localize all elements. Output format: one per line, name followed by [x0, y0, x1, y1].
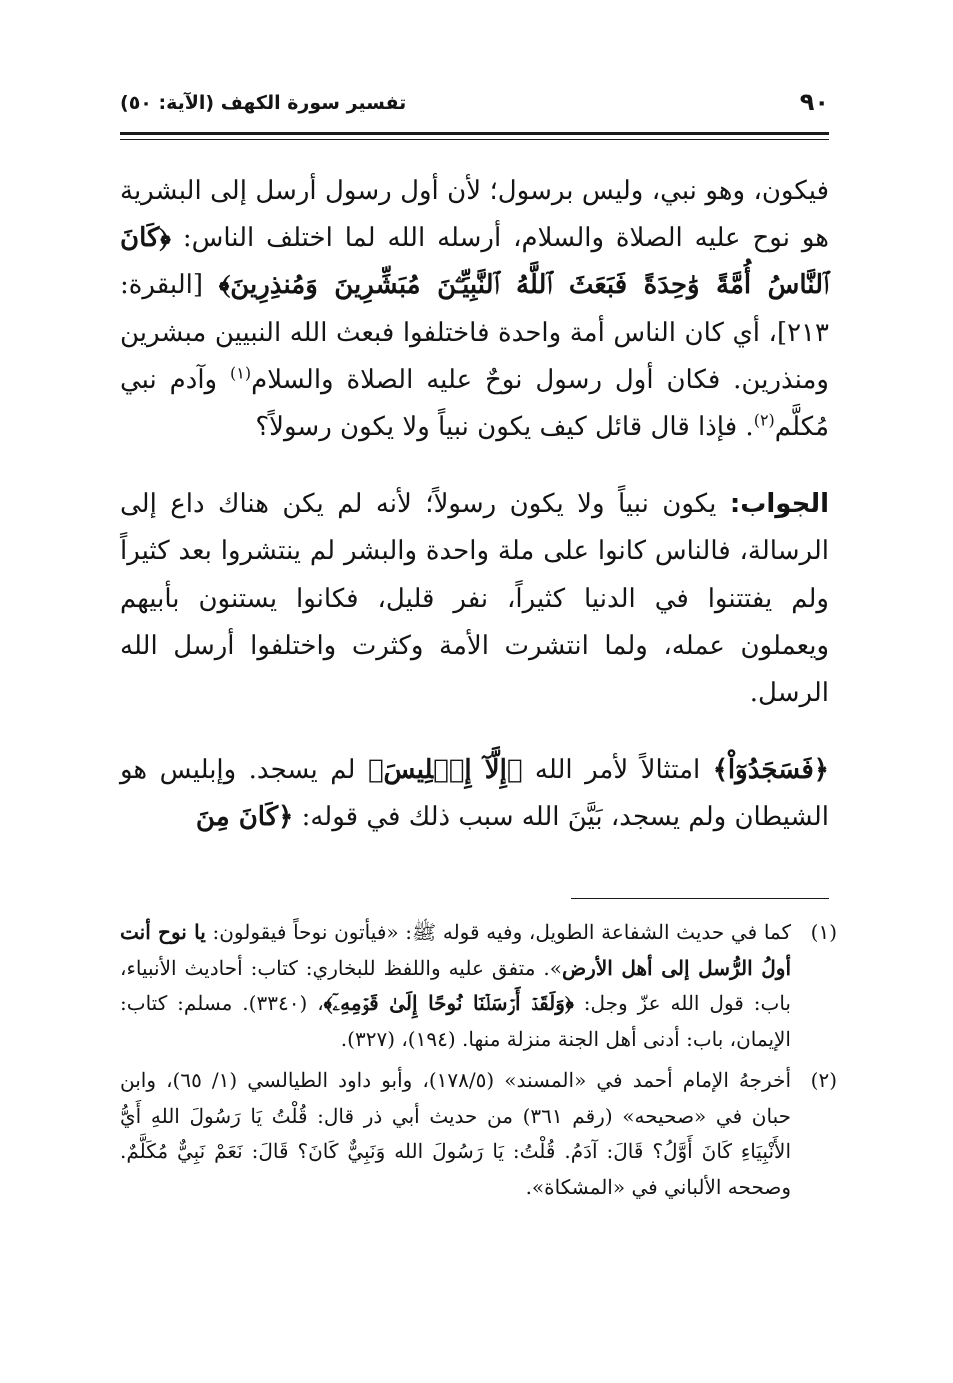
p3-text-2: لم يسجد. وإبليس هو الشيطان ولم يسجد، بَيَّنَ الله سبب ذلك في قوله: — [120, 755, 829, 833]
p1-text-2: [البقرة: ٢١٣]، أي كان الناس أمة واحدة فاختلفوا فبعث الله النبيين مبشرين ومنذرين. فكان أول رسول نوحٌ عليه الصلاة والسلام — [120, 270, 829, 395]
paragraph-1 — [120, 168, 829, 451]
p1-text-4: . فإذا قال قائل كيف يكون نبياً ولا يكون رسولاً؟ — [255, 412, 754, 443]
footnote-ref-1[interactable]: (١) — [230, 363, 252, 383]
footnotes — [120, 915, 837, 1205]
footnote-ref-2[interactable]: (٢) — [753, 410, 775, 430]
quran-kana-mina: ﴿كَانَ مِنَ — [195, 802, 294, 833]
page-number: ٩٠ — [799, 88, 829, 116]
footnote-1-text-3: ، (٣٣٤٠). مسلم: كتاب: الإيمان، باب: أدنى أهل الجنة منزلة منها. (١٩٤)، (٣٢٧). — [120, 991, 791, 1051]
header-rule-thick — [120, 132, 829, 135]
quran-fasajadu: ﴿فَسَجَدُوٓاْ﴾ — [712, 755, 829, 786]
paragraph-2 — [120, 481, 829, 717]
quran-verse-baqarah: ﴿كَانَ ٱلنَّاسُ أُمَّةً وَٰحِدَةً فَبَعَثَ ٱللَّهُ ٱلنَّبِيِّـۧنَ مُبَشِّرِينَ وَمُنذِرِينَ﴾ — [120, 223, 829, 301]
quran-illa-iblis: ﴿إِلَّآ إِبۡلِيسَ﴾ — [367, 755, 523, 786]
footnote-1-text-1: كما في حديث الشفاعة الطويل، وفيه قوله ﷺ: «فيأتون نوحاً فيقولون: — [205, 920, 792, 944]
main-text — [120, 168, 829, 842]
footnote-separator — [571, 898, 829, 899]
footnote-2 — [120, 1063, 837, 1205]
running-title: تفسير سورة الكهف (الآية: ٥٠) — [120, 92, 407, 114]
p2-text: يكون نبياً ولا يكون رسولاً؛ لأنه لم يكن هناك داع إلى الرسالة، فالناس كانوا على ملة واحدة والبشر لم ينتشروا بعد كثيراً ولم يفتتنوا في الدنيا كثيراً، نفر قليل، فكانوا يستنون بأبيهم ويعملون عمله، ولما انتشرت الأمة وكثرت واختلفوا أرسل الله الرسل. — [120, 489, 829, 709]
p1-text-1: فيكون، وهو نبي، وليس برسول؛ لأن أول رسول أرسل إلى البشرية هو نوح عليه الصلاة والسلام، أرسله الله لما اختلف الناس: — [120, 176, 829, 254]
header-rule-thin — [120, 139, 829, 140]
footnote-1 — [120, 915, 837, 1057]
footnote-1-quran: ﴿وَلَقَدۡ أَرۡسَلۡنَا نُوحًا إِلَىٰ قَوۡمِهِۦٓ﴾ — [323, 991, 574, 1015]
footnote-1-hadith-quote: يا نوح أنت أولُ الرُّسل إلى أهل الأرض — [120, 920, 791, 980]
footnote-2-text: أخرجهُ الإمام أحمد في «المسند» (١٧٨/٥)، وأبو داود الطيالسي (١/ ٦٥)، وابن حبان في «صحيحه» (رقم ٣٦١) من حديث أبي ذر قال: قُلْتُ يَا رَسُولَ اللهِ أَيُّ الأَنْبِيَاءِ كَانَ أَوَّلُ؟ قَالَ: آدَمُ. قُلْتُ: يَا رَسُولَ الله وَنَبِيٌّ كَانَ؟ قَالَ: نَعَمْ نَبِيٌّ مُكَلَّمٌ. وصححه الألباني في «المشكاة». — [120, 1068, 792, 1199]
paragraph-3 — [120, 747, 829, 841]
footnote-2-number: (٢) — [810, 1068, 837, 1092]
footnote-1-text-2: ». متفق عليه واللفظ للبخاري: كتاب: أحاديث الأنبياء، باب: قول الله عزّ وجل: — [120, 955, 792, 1015]
answer-lead: الجواب: — [729, 489, 830, 520]
p1-text-3: وآدم نبي مُكلَّم — [120, 364, 829, 443]
footnote-1-number: (١) — [810, 920, 837, 944]
page-header — [120, 84, 829, 128]
p3-text-1: امتثالاً لأمر الله — [522, 755, 713, 786]
